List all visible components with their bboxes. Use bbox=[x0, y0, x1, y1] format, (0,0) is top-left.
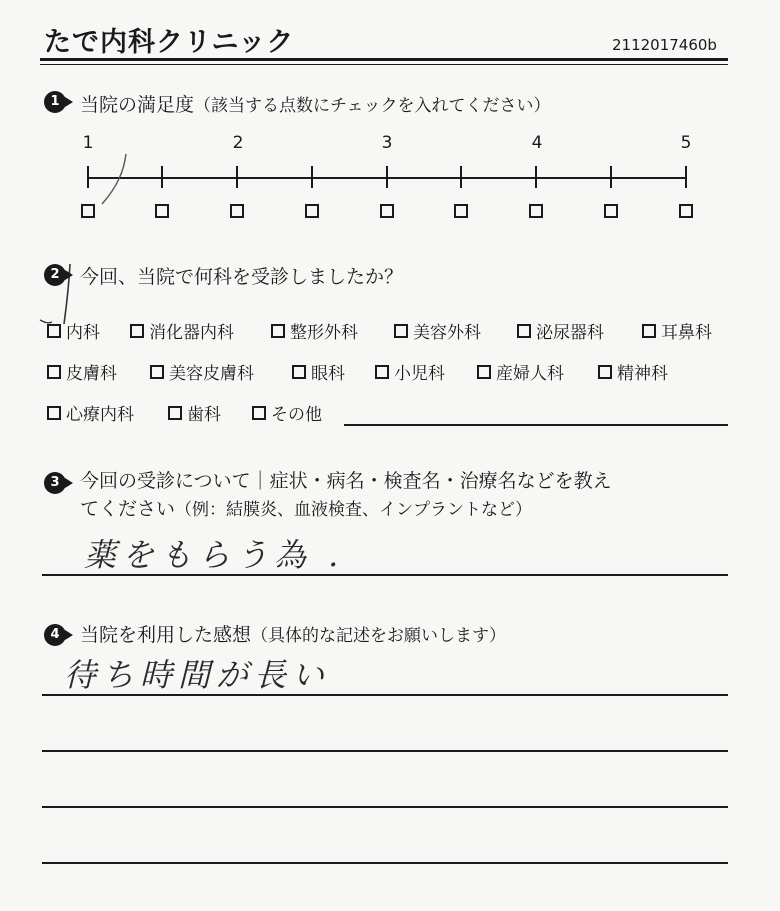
satisfaction-checkbox[interactable] bbox=[155, 204, 169, 218]
q3-line1: 今回の受診について｜症状・病名・検査名・治療名などを教え bbox=[80, 470, 612, 492]
checkbox[interactable] bbox=[292, 365, 306, 379]
scale-label-1: 1 bbox=[82, 133, 94, 153]
option-ganka[interactable]: 眼科 bbox=[292, 359, 345, 384]
question-number-1: 1 bbox=[44, 91, 66, 113]
option-shokaki-naika[interactable]: 消化器内科 bbox=[130, 318, 234, 343]
q1-label: 当院の満足度 bbox=[80, 94, 195, 116]
q4-answer-line[interactable] bbox=[42, 862, 728, 864]
checkbox[interactable] bbox=[150, 365, 164, 379]
q4-answer-line[interactable] bbox=[42, 806, 728, 808]
checkbox[interactable] bbox=[394, 324, 408, 338]
q3-note: （例：結膜炎、血液検査、インプラントなど） bbox=[175, 500, 533, 520]
other-write-in-line[interactable] bbox=[344, 424, 728, 426]
q2-label: 今回、当院で何科を受診しましたか？ bbox=[80, 266, 404, 288]
option-other[interactable]: その他 bbox=[252, 400, 322, 425]
q1-note: （該当する点数にチェックを入れてください） bbox=[194, 96, 551, 116]
checkbox[interactable] bbox=[47, 406, 61, 420]
q3-handwritten-answer: 薬をもらう為 . bbox=[84, 536, 345, 574]
checkbox[interactable] bbox=[642, 324, 656, 338]
q4-answer-line[interactable] bbox=[42, 694, 728, 696]
q4-handwritten-answer: 待ち時間が長い bbox=[64, 656, 331, 694]
option-biyou-hifuka[interactable]: 美容皮膚科 bbox=[150, 359, 254, 384]
checkbox[interactable] bbox=[252, 406, 266, 420]
q4-title bbox=[80, 620, 506, 647]
question-number-2: 2 bbox=[44, 264, 66, 286]
clinic-title: たで内科クリニック bbox=[44, 27, 295, 58]
scale-tick bbox=[236, 166, 238, 188]
option-seikei-geka[interactable]: 整形外科 bbox=[271, 318, 358, 343]
question-number-4: 4 bbox=[44, 624, 66, 646]
scale-tick bbox=[685, 166, 687, 188]
checkbox[interactable] bbox=[517, 324, 531, 338]
q1-title bbox=[80, 90, 551, 117]
satisfaction-checkbox[interactable] bbox=[529, 204, 543, 218]
q3-title-line2 bbox=[80, 494, 532, 521]
checkbox[interactable] bbox=[598, 365, 612, 379]
satisfaction-checkbox[interactable] bbox=[454, 204, 468, 218]
q3-line2: てください bbox=[80, 498, 176, 520]
q3-answer-line[interactable] bbox=[42, 574, 728, 576]
scale-tick bbox=[87, 166, 89, 188]
scale-label-2: 2 bbox=[232, 133, 244, 153]
header-rule-thin bbox=[40, 64, 728, 65]
q4-answer-line[interactable] bbox=[42, 750, 728, 752]
scale-tick bbox=[610, 166, 612, 188]
satisfaction-checkbox[interactable] bbox=[230, 204, 244, 218]
option-jibika[interactable]: 耳鼻科 bbox=[642, 318, 712, 343]
option-shonika[interactable]: 小児科 bbox=[375, 359, 445, 384]
option-naika[interactable]: 内科 bbox=[47, 318, 100, 343]
option-shika[interactable]: 歯科 bbox=[168, 400, 221, 425]
q4-label: 当院を利用した感想 bbox=[80, 624, 252, 646]
scale-label-3: 3 bbox=[381, 133, 393, 153]
option-sanfujinka[interactable]: 産婦人科 bbox=[477, 359, 564, 384]
checkbox[interactable] bbox=[168, 406, 182, 420]
option-shinryo-naika[interactable]: 心療内科 bbox=[47, 400, 134, 425]
scale-label-4: 4 bbox=[531, 133, 543, 153]
satisfaction-checkbox[interactable] bbox=[305, 204, 319, 218]
q4-note: （具体的な記述をお願いします） bbox=[251, 626, 507, 646]
option-seishinka[interactable]: 精神科 bbox=[598, 359, 668, 384]
checkbox[interactable] bbox=[47, 324, 61, 338]
checkbox[interactable] bbox=[477, 365, 491, 379]
satisfaction-checkbox[interactable] bbox=[81, 204, 95, 218]
header-rule bbox=[40, 58, 728, 61]
scale-tick bbox=[311, 166, 313, 188]
scale-tick bbox=[460, 166, 462, 188]
satisfaction-checkbox[interactable] bbox=[380, 204, 394, 218]
question-number-3: 3 bbox=[44, 472, 66, 494]
form-id: 2112017460b bbox=[612, 36, 717, 54]
checkbox[interactable] bbox=[130, 324, 144, 338]
scale-tick bbox=[535, 166, 537, 188]
checkbox[interactable] bbox=[47, 365, 61, 379]
satisfaction-checkbox[interactable] bbox=[679, 204, 693, 218]
scale-tick bbox=[386, 166, 388, 188]
checkbox[interactable] bbox=[271, 324, 285, 338]
option-hinyouki[interactable]: 泌尿器科 bbox=[517, 318, 604, 343]
checkbox[interactable] bbox=[375, 365, 389, 379]
option-biyou-geka[interactable]: 美容外科 bbox=[394, 318, 481, 343]
option-hifuka[interactable]: 皮膚科 bbox=[47, 359, 117, 384]
scale-tick bbox=[161, 166, 163, 188]
scale-label-5: 5 bbox=[680, 133, 692, 153]
pencil-stroke-mark bbox=[96, 150, 136, 210]
satisfaction-checkbox[interactable] bbox=[604, 204, 618, 218]
